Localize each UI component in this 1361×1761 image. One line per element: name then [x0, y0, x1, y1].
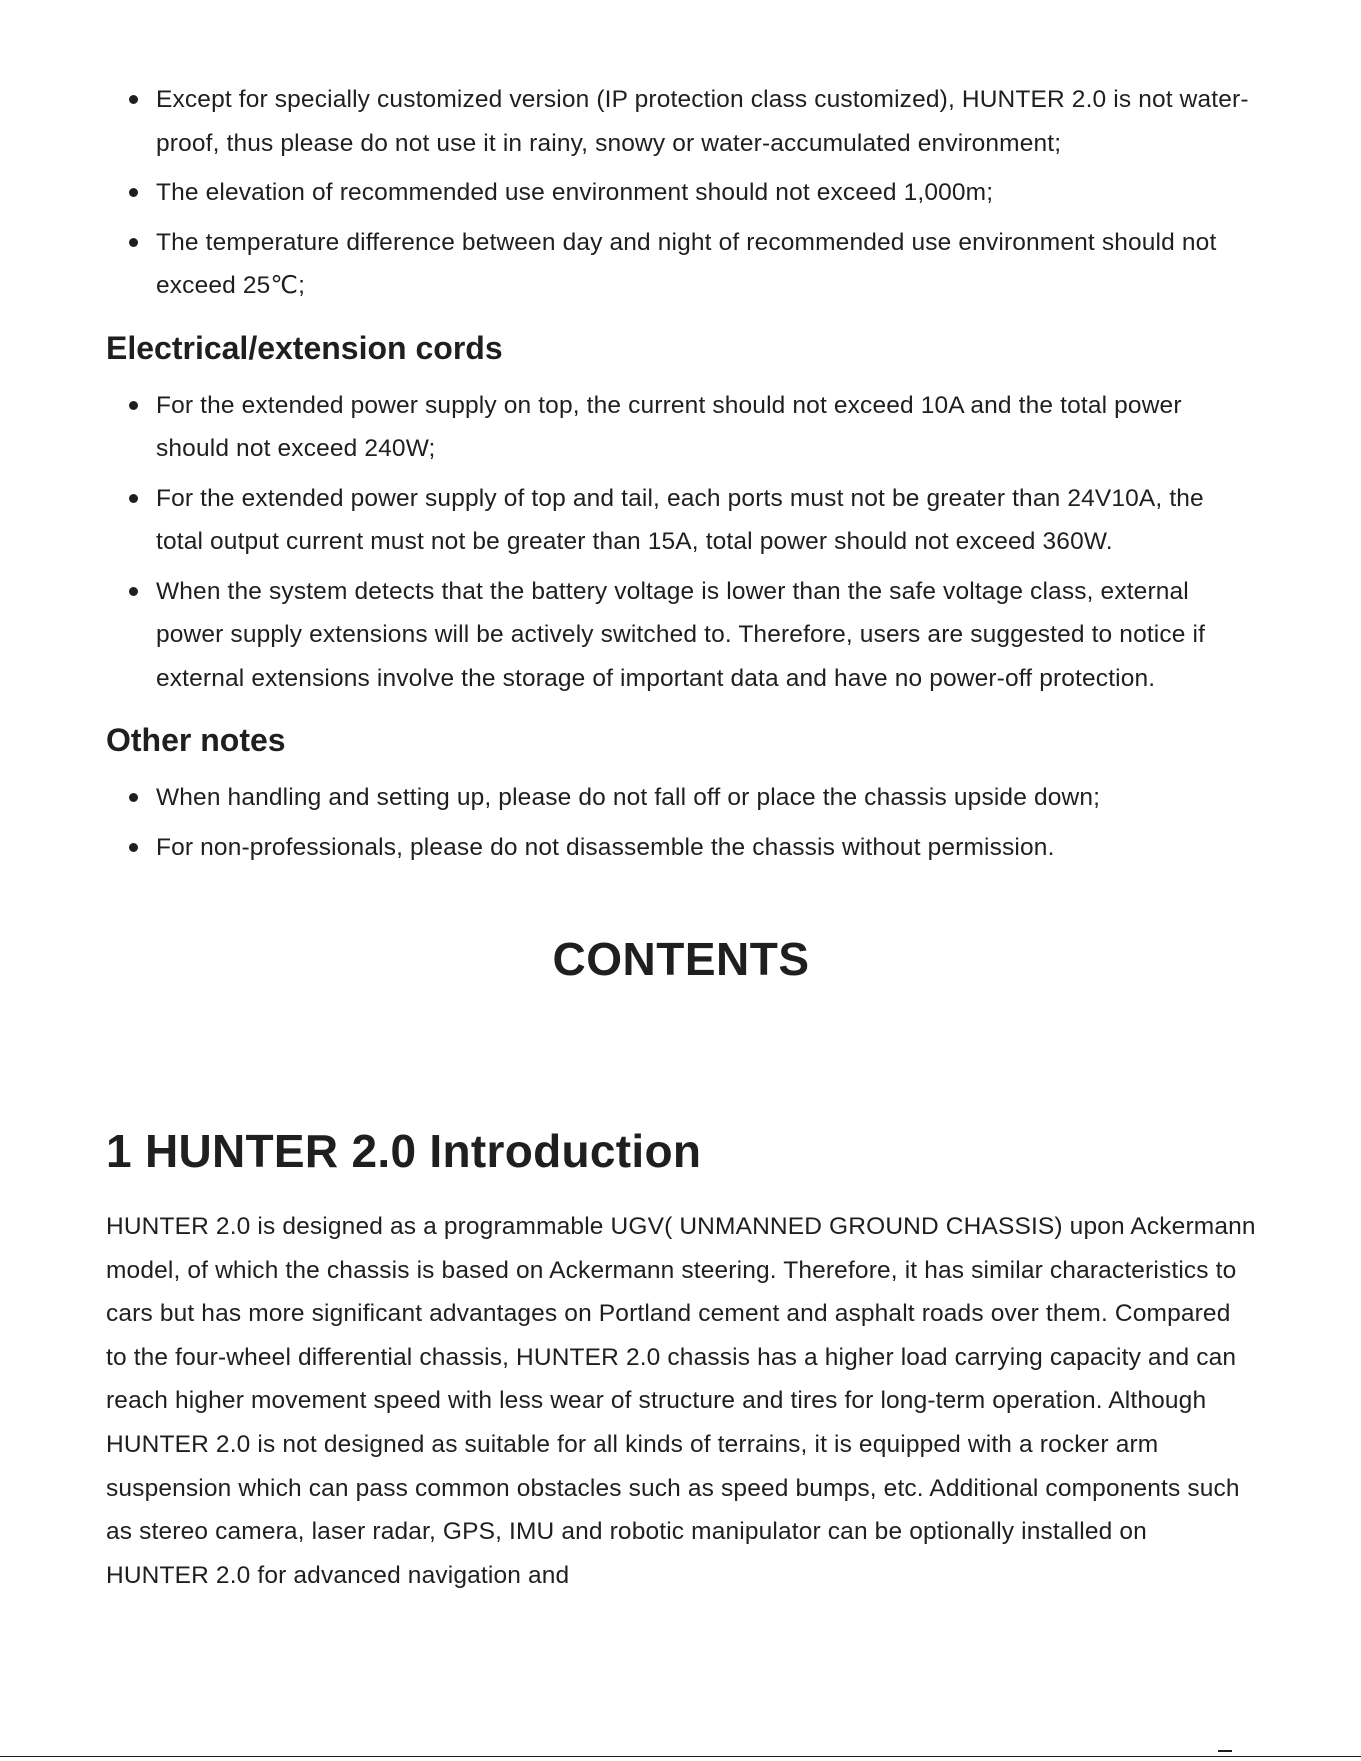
list-item-text: The temperature difference between day and night of recommended use environment should not exceed 25℃;: [156, 228, 1217, 299]
bullet-icon: [129, 401, 138, 410]
intro-bullet-list: [106, 78, 1256, 308]
list-item: [106, 221, 1256, 308]
list-item: [106, 826, 1256, 870]
chapter-body-paragraph: HUNTER 2.0 is designed as a programmable UGV( UNMANNED GROUND CHASSIS) upon Ackermann model, of which the chassis is based on Ackermann steering. Therefore, it has similar characteristics to cars but has more significant advantages on Portland cement and asphalt roads over them. Compared to the four-wheel differential chassis, HUNTER 2.0 chassis has a higher load carrying capacity and can reach higher movement speed with less wear of structure and tires for long-term operation. Although HUNTER 2.0 is not designed as suitable for all kinds of terrains, it is equipped with a rocker arm suspension which can pass common obstacles such as speed bumps, etc. Additional components such as stereo camera, laser radar, GPS, IMU and robotic manipulator can be optionally installed on HUNTER 2.0 for advanced navigation and: [106, 1213, 1256, 1589]
list-item-text: Except for specially customized version (IP protection class customized), HUNTER 2.0 is not water-proof, thus please do not use it in rainy, snowy or water-accumulated environment;: [156, 86, 1249, 157]
electrical-heading: Electrical/extension cords: [106, 329, 503, 366]
contents-title: CONTENTS: [552, 933, 810, 985]
bullet-icon: [129, 843, 138, 852]
bullet-icon: [129, 793, 138, 802]
list-item: [106, 776, 1256, 820]
bullet-icon: [129, 95, 138, 104]
list-item: [106, 384, 1256, 471]
list-item-text: For the extended power supply on top, the current should not exceed 10A and the total power should not exceed 240W;: [156, 391, 1182, 462]
bullet-icon: [129, 494, 138, 503]
bullet-icon: [129, 238, 138, 247]
list-item-text: When handling and setting up, please do not fall off or place the chassis upside down;: [156, 784, 1101, 811]
list-item-text: For the extended power supply of top and tail, each ports must not be greater than 24V10A, the total output current must not be greater than 15A, total power should not exceed 360W.: [156, 484, 1204, 555]
bullet-icon: [129, 188, 138, 197]
list-item: [106, 78, 1256, 165]
list-item-text: When the system detects that the battery voltage is lower than the safe voltage class, external power supply extensions will be actively switched to. Therefore, users are suggested to notice if external extensions involve the storage of important data and have no power-off protection.: [156, 577, 1206, 692]
bullet-icon: [129, 587, 138, 596]
list-item-text: The elevation of recommended use environment should not exceed 1,000m;: [156, 179, 994, 206]
list-item: [106, 171, 1256, 215]
other-notes-heading: Other notes: [106, 722, 286, 758]
page-content: [106, 78, 1256, 1597]
chapter-title: 1 HUNTER 2.0 Introduction: [106, 1125, 702, 1177]
footer-mark: [1218, 1750, 1232, 1752]
electrical-bullet-list: [106, 384, 1256, 701]
footer-divider: [0, 1756, 1361, 1757]
other-notes-bullet-list: [106, 776, 1256, 869]
list-item: [106, 570, 1256, 701]
list-item-text: For non-professionals, please do not disassemble the chassis without permission.: [156, 833, 1055, 861]
list-item: [106, 477, 1256, 564]
